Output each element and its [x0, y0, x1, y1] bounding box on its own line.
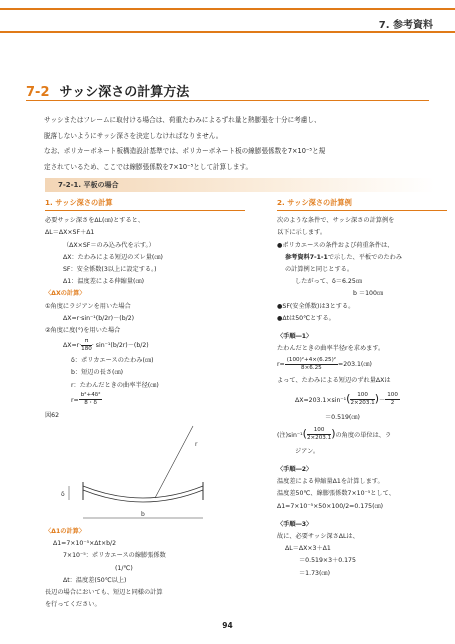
text-line: を行ってください。 [45, 601, 101, 609]
text-line: Δt：温度差(50℃以上) [63, 576, 127, 584]
denominator: 2×203.1 [306, 435, 332, 442]
formula-line: ＝0.519(㎝) [325, 413, 360, 421]
intro-paragraph [44, 113, 436, 175]
intro-line: なお、ポリカーボネート板構造設計基準では、ポリカーボネート板の線膨張係数を7×10⁻⁵と規 [44, 147, 326, 155]
denominator: 2×203.1 [350, 400, 375, 407]
formula-line [277, 388, 447, 412]
numerator: b²+4δ² [80, 392, 101, 399]
formula-line: ΔX=r·sin⁻¹(b/2r)－(b/2) [63, 314, 135, 322]
text-line: 故に、必要サッシ深さΔLは、 [277, 533, 359, 541]
figure-label: 図62 [45, 411, 60, 419]
fraction [385, 392, 400, 407]
fraction [81, 338, 92, 353]
denominator: 2 [390, 400, 395, 407]
step-1-heading: 〈手順―1〉 [277, 333, 313, 341]
text-line: したがって、δ＝6.25㎝ [295, 278, 362, 286]
figure-delta-label: δ [61, 491, 65, 499]
numerator: 100 [350, 392, 374, 400]
text-line [277, 252, 447, 264]
chapter-rule [26, 100, 429, 101]
note-line: ジアン。 [295, 447, 320, 455]
page-number: 94 [222, 621, 233, 630]
denominator: 8・δ [84, 400, 97, 407]
right-heading-rule [277, 210, 447, 211]
text-line: たわんだときの曲率半径rを求めます。 [277, 345, 385, 353]
figure-b-label: b [141, 511, 145, 519]
text-line: r：たわんだときの曲率半径(㎝) [71, 381, 159, 389]
text-line: (1/℃) [115, 564, 133, 572]
formula-part: r= [71, 396, 79, 404]
formula-line: ΔL＝ΔX×3＋Δ1 [285, 545, 331, 553]
intro-line: 脱落しないようにサッシ深さを決定しなければなりません。 [44, 131, 223, 140]
right-column [277, 197, 447, 580]
text-line: よって、たわみによる短辺のずれ量ΔXは [277, 377, 391, 385]
text-line: 温度差50℃、線膨張係数7×10⁻⁵として、 [277, 490, 395, 498]
formula-line [45, 337, 245, 355]
text-line: 次のような条件で、サッシ深さの計算例を [277, 217, 395, 225]
step-2-heading: 〈手順―2〉 [277, 466, 313, 474]
numerator: (100)²+4×(6.25)² [286, 356, 337, 363]
formula-part: r= [277, 361, 285, 369]
text-line: 7×10⁻⁵：ポリカエースの線膨張係数 [63, 552, 166, 560]
text-line: δ：ポリカエースのたわみ(㎝) [71, 357, 154, 365]
deflection-figure [45, 424, 245, 524]
text-line: Δ1：温度差による伸縮量(㎝) [63, 278, 145, 286]
formula-part: ΔX=203.1×sin⁻¹ [295, 396, 347, 404]
formula-line: Δ1=7×10⁻⁵×Δt×b/2 [53, 540, 117, 548]
fraction [285, 357, 338, 372]
paren: ) [374, 391, 380, 405]
formula-line [45, 392, 245, 410]
paren: ( [346, 391, 351, 405]
chapter-title [26, 81, 189, 100]
text-line: b ＝100㎝ [353, 290, 384, 298]
text-line: の計算例と同じとする。 [285, 266, 354, 274]
header-top-line [0, 8, 455, 10]
text-line: 必要サッシ深さをΔL(㎝)とすると、 [45, 217, 145, 225]
fraction [350, 392, 374, 407]
figure-radius-line [155, 426, 193, 498]
figure-r-label: r [195, 441, 198, 449]
fraction [79, 392, 103, 407]
formula-part: =203.1(㎝) [338, 361, 372, 369]
header-bottom-line [0, 31, 455, 33]
text-line: ΔX：たわみによる短辺のズレ量(㎝) [63, 253, 163, 261]
numerator: 100 [387, 392, 398, 399]
intro-line: 定されているため、ここでは線膨張係数を7×10⁻⁵として計算します。 [44, 162, 253, 171]
denominator: 180 [81, 345, 92, 352]
text-line: （ΔX×SF＝のみ込み代を示す。） [63, 241, 155, 249]
left-heading-rule [45, 210, 245, 211]
formula-part: ΔX=r· [63, 342, 82, 350]
numerator: π [81, 338, 92, 346]
text-line: 温度差による伸縮量Δ1を計算します。 [277, 478, 384, 486]
text-line: ②角度に度(°)を用いた場合 [45, 327, 121, 335]
text-line: ●ポリカエースの条件および荷重条件は、 [277, 241, 394, 249]
denominator: 8×6.25 [301, 364, 322, 371]
numerator: 100 [307, 427, 331, 435]
intro-line: サッシまたはフレームに取付ける場合は、荷重たわみによるずれ量と熱膨張を十分に考慮し、 [44, 116, 321, 124]
formula-line: ＝0.519×3＋0.175 [299, 557, 356, 565]
formula-line: ＝1.73(㎝) [299, 569, 330, 577]
chapter-header-label: 7. 参考資料 [378, 20, 433, 31]
text-line: 以下に示します。 [277, 229, 327, 237]
note-line [277, 424, 447, 446]
left-heading: 1. サッシ深さの計算 [45, 198, 113, 207]
note-part: (注)sin⁻¹ [277, 431, 303, 439]
chapter-title-text: サッシ深さの計算方法 [59, 85, 190, 100]
text-line: b：短辺の長さ(㎝) [71, 369, 124, 377]
right-heading: 2. サッシ深さの計算例 [277, 198, 352, 207]
section-bar [45, 178, 435, 192]
formula-line: ΔL＝ΔX×SF＋Δ1 [45, 229, 95, 237]
formula-line: Δ1=7×10⁻⁵×50×100/2=0.175(㎝) [277, 502, 384, 510]
paren: ) [331, 426, 336, 440]
step-3-heading: 〈手順―3〉 [277, 520, 313, 528]
section-title: 7-2-1. 平板の場合 [58, 181, 119, 189]
text-line: ①角度にラジアンを用いた場合 [45, 302, 131, 310]
formula-line [277, 355, 447, 375]
chapter-number: 7-2 [26, 85, 50, 100]
left-column [45, 197, 245, 611]
fraction [307, 427, 331, 442]
text-line: ●SF(安全係数)は3とする。 [277, 302, 355, 310]
note-part: の角度の単位は、ラ [335, 431, 392, 439]
text-line: ●Δtは50℃とする。 [277, 314, 335, 322]
formula-part: · sin⁻¹(b/2r)－(b/2) [91, 342, 149, 350]
reference-link-text: 参考資料7-1-1 [285, 253, 328, 261]
text-line: SF：安全係数(3以上に設定する。) [63, 266, 157, 274]
subheading-dx: 〈ΔXの計算〉 [45, 290, 86, 298]
text-part: で示した、平板でのたわみ [327, 253, 403, 261]
subheading-d1: 〈Δ1の計算〉 [45, 528, 86, 536]
formula-part: － [379, 396, 386, 404]
text-line: 長辺の場合においても、短辺と同様の計算 [45, 589, 163, 597]
paren: ( [302, 426, 307, 440]
